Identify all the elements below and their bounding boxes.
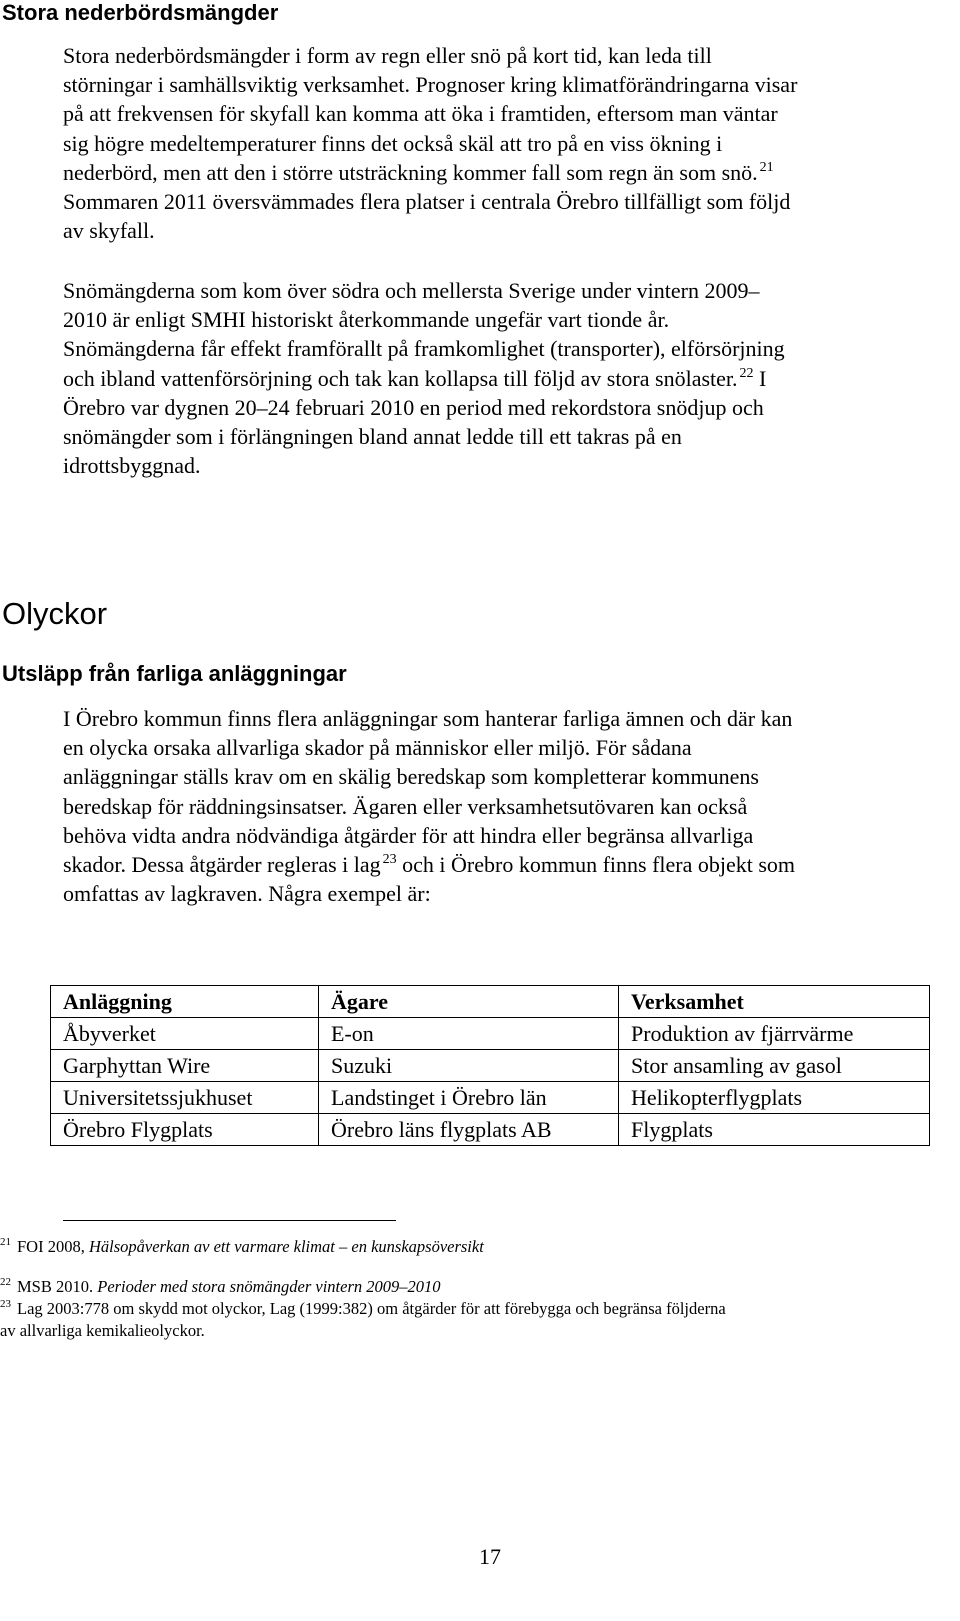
text-line: på att frekvensen för skyfall kan komma att öka i framtiden, eftersom man väntar xyxy=(63,101,778,127)
footnote-21 xyxy=(0,1236,940,1258)
text-line: behöva vidta andra nödvändiga åtgärder för att hindra eller begränsa allvarliga xyxy=(63,822,754,848)
footnote-ref[interactable]: 23 xyxy=(382,852,397,868)
text-line: av skyfall. xyxy=(63,218,155,244)
text-line: Örebro var dygnen 20–24 februari 2010 en period med rekordstora snödjup och xyxy=(63,394,764,420)
text-line: störningar i samhällsviktig verksamhet. Prognoser kring klimatförändringarna visar xyxy=(63,72,798,98)
table-cell: Universitetssjukhuset xyxy=(51,1082,319,1114)
table-cell: Helikopterflygplats xyxy=(619,1082,930,1114)
text-line: 2010 är enligt SMHI historiskt återkommande ungefär vart tionde år. xyxy=(63,307,670,333)
section-heading-utslapp: Utsläpp från farliga anläggningar xyxy=(2,661,347,686)
text-line: Sommaren 2011 översvämmades flera platser i centrala Örebro tillfälligt som följd xyxy=(63,189,791,215)
footnote-22 xyxy=(0,1276,940,1298)
table-row xyxy=(51,1050,930,1082)
footnote-number: 23 xyxy=(0,1298,11,1310)
table-cell: Örebro Flygplats xyxy=(51,1114,319,1146)
text-line: beredskap för räddningsinsatser. Ägaren eller verksamhetsutövaren kan också xyxy=(63,793,748,819)
column-header: Ägare xyxy=(319,986,619,1018)
text-segment: I xyxy=(759,365,767,391)
chapter-heading-olyckor: Olyckor xyxy=(2,596,108,631)
footnote-text: Lag 2003:778 om skydd mot olyckor, Lag (1999:382) om åtgärder för att förebygga och begränsa följderna xyxy=(17,1299,726,1318)
table-header-row xyxy=(51,986,930,1018)
text-line xyxy=(63,850,943,879)
text-segment: skador. Dessa åtgärder regleras i lag xyxy=(63,852,381,878)
text-line xyxy=(63,158,943,187)
text-line xyxy=(63,364,943,393)
footnote-title: Hälsopåverkan av ett varmare klimat – en kunskapsöversikt xyxy=(88,1237,484,1256)
text-segment: och i Örebro kommun finns flera objekt som xyxy=(402,852,796,878)
text-line: Snömängderna får effekt framförallt på framkomlighet (transporter), elförsörjning xyxy=(63,336,785,362)
column-header: Anläggning xyxy=(51,986,319,1018)
text-line: Stora nederbördsmängder i form av regn eller snö på kort tid, kan leda till xyxy=(63,43,712,68)
footnote-number: 21 xyxy=(0,1236,11,1248)
table-cell: Garphyttan Wire xyxy=(51,1050,319,1082)
table-cell: Landstinget i Örebro län xyxy=(319,1082,619,1114)
table-cell: E-on xyxy=(319,1018,619,1050)
table-row xyxy=(51,1018,930,1050)
footnote-text: FOI 2008, xyxy=(17,1237,89,1256)
footnote-23 xyxy=(0,1298,940,1342)
text-line: anläggningar ställs krav om en skälig beredskap som kompletterar kommunens xyxy=(63,764,759,790)
text-line: idrottsbyggnad. xyxy=(63,453,201,479)
text-line: Snömängderna som kom över södra och mellersta Sverige under vintern 2009– xyxy=(63,278,760,303)
page-number: 17 xyxy=(479,1544,501,1569)
paragraph-nederbord-2 xyxy=(63,276,943,480)
table-cell: Flygplats xyxy=(619,1114,930,1146)
text-segment: och ibland vattenförsörjning och tak kan kollapsa till följd av stora snölaster. xyxy=(63,365,738,391)
paragraph-nederbord-1 xyxy=(63,41,943,245)
table-cell: Produktion av fjärrvärme xyxy=(619,1018,930,1050)
text-segment: nederbörd, men att den i större utsträckning kommer fall som regn än som snö. xyxy=(63,159,758,185)
table-cell: Örebro läns flygplats AB xyxy=(319,1114,619,1146)
footnote-text: av allvarliga kemikalieolyckor. xyxy=(0,1321,205,1340)
column-header: Verksamhet xyxy=(619,986,930,1018)
section-heading-nederbord: Stora nederbördsmängder xyxy=(2,0,279,25)
footnote-ref[interactable]: 21 xyxy=(759,159,774,175)
footnote-ref[interactable]: 22 xyxy=(739,365,754,381)
text-line: sig högre medeltemperaturer finns det också skäl att tro på en viss ökning i xyxy=(63,130,723,156)
table-row xyxy=(51,1082,930,1114)
table-row xyxy=(51,1114,930,1146)
footnote-text: MSB 2010. xyxy=(17,1277,98,1296)
table-cell: Suzuki xyxy=(319,1050,619,1082)
footnote-title: Perioder med stora snömängder vintern 2009–2010 xyxy=(97,1277,441,1296)
text-line: en olycka orsaka allvarliga skador på människor eller miljö. För sådana xyxy=(63,735,692,761)
text-line: omfattas av lagkraven. Några exempel är: xyxy=(63,881,431,907)
footnote-separator xyxy=(63,1220,396,1221)
paragraph-utslapp xyxy=(63,704,943,908)
table-cell: Stor ansamling av gasol xyxy=(619,1050,930,1082)
table-cell: Åbyverket xyxy=(51,1018,319,1050)
text-line: I Örebro kommun finns flera anläggningar som hanterar farliga ämnen och där kan xyxy=(63,706,793,731)
footnote-number: 22 xyxy=(0,1276,11,1288)
text-line: snömängder som i förlängningen bland annat ledde till ett takras på en xyxy=(63,424,682,450)
facilities-table xyxy=(50,985,930,1146)
